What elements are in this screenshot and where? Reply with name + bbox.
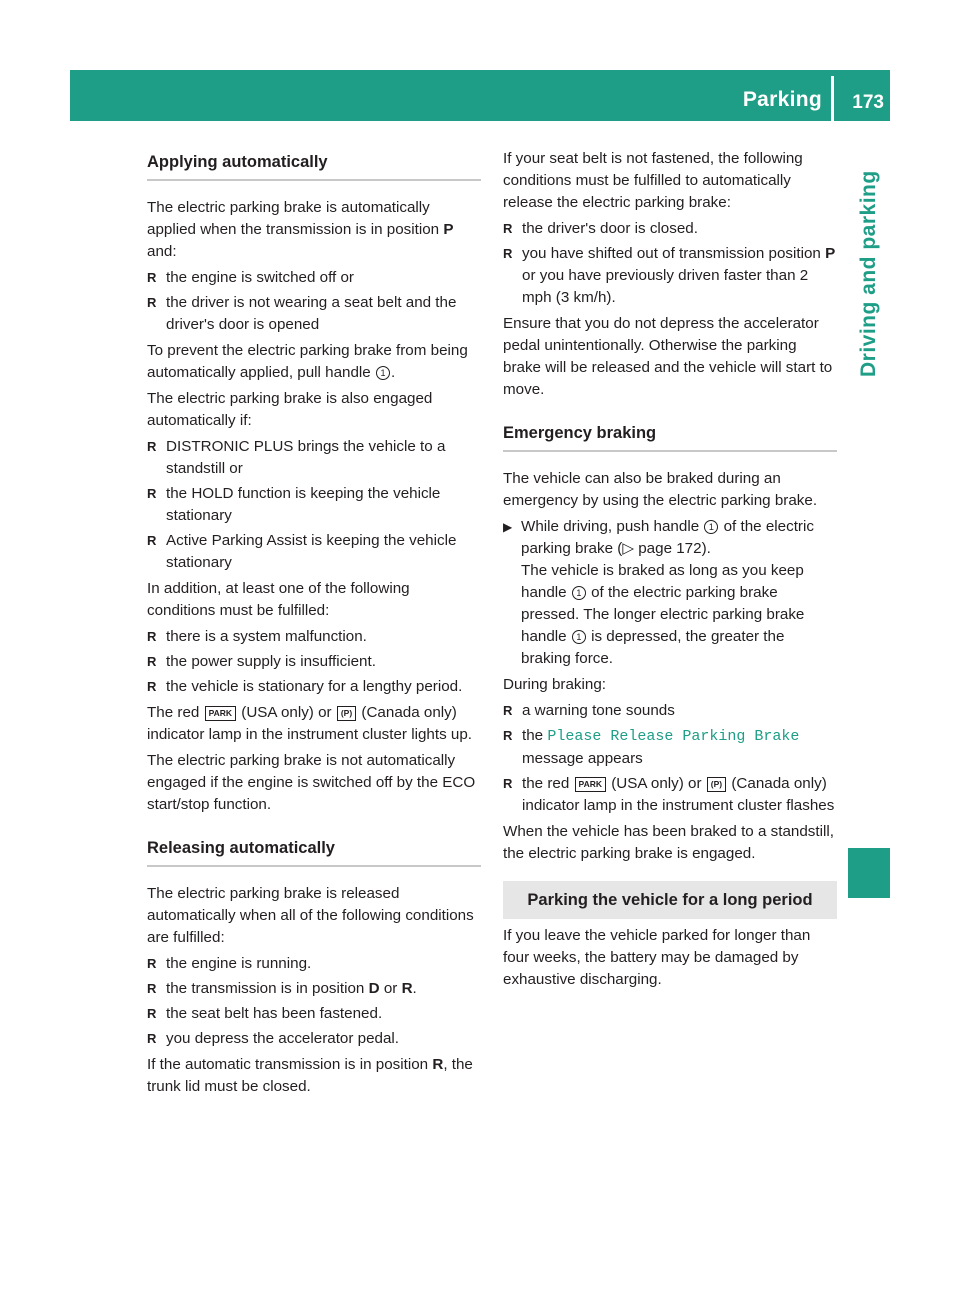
list-item: R the power supply is insufficient. (147, 651, 481, 673)
paragraph: If your seat belt is not fastened, the following conditions must be fulfilled to automatically release the electric parking brake: (503, 150, 803, 211)
paragraph: The electric parking brake is released automatically when all of the following conditions are fulfilled: (147, 885, 474, 946)
text: or (383, 980, 398, 997)
bullet-list (503, 218, 837, 309)
list-item: R the engine is running. (147, 953, 481, 975)
page-number: 173 (852, 92, 884, 113)
text: you have shifted out of transmission position (522, 245, 821, 262)
paragraph (147, 340, 481, 384)
park-lamp-icon: PARK (205, 706, 236, 721)
bullet-list (147, 267, 481, 336)
section-title: Parking (742, 88, 822, 111)
gear-position: R (432, 1056, 444, 1073)
bullet-list (147, 436, 481, 574)
text: or you have previously driven faster than 2 mph (3 km/h). (522, 267, 809, 306)
text: the transmission is in position (166, 980, 365, 997)
display-message: Please Release Parking Brake (547, 728, 800, 745)
paragraph (147, 197, 481, 263)
list-item (503, 725, 837, 770)
text: of the electric parking brake ( (521, 518, 814, 557)
list-item (147, 978, 481, 1000)
heading-long-period-parking: Parking the vehicle for a long period (503, 881, 837, 919)
list-item: R there is a system malfunction. (147, 626, 481, 648)
heading-emergency-braking: Emergency braking (503, 419, 837, 452)
handle-1-icon: 1 (704, 520, 718, 534)
list-item: R the seat belt has been fastened. (147, 1003, 481, 1025)
gear-position: P (443, 221, 454, 238)
paragraph: Ensure that you do not depress the accelerator pedal unintentionally. Otherwise the parking brake will be released and the vehicle will start to move. (503, 315, 833, 398)
paragraph: During braking: (503, 676, 606, 693)
paragraph: The electric parking brake is not automatically engaged if the engine is switched off by the ECO start/stop function. (147, 752, 476, 813)
list-item: R the engine is switched off or (147, 267, 481, 289)
text: The vehicle is braked as long as you keep handle (521, 562, 804, 601)
text: the (522, 727, 544, 744)
paragraph: When the vehicle has been braked to a standstill, the electric parking brake is engaged. (503, 823, 834, 862)
paragraph: The electric parking brake is also engaged automatically if: (147, 390, 433, 429)
list-item (503, 773, 837, 817)
chapter-tab-marker (848, 848, 890, 898)
instruction-step (503, 516, 837, 670)
right-column (503, 148, 837, 995)
canada-lamp-icon: (P) (707, 777, 726, 792)
list-item: R Active Parking Assist is keeping the vehicle stationary (147, 530, 481, 574)
chapter-tab: Driving and parking (857, 170, 880, 377)
text: While driving, push handle (521, 518, 700, 535)
bullet-list (503, 700, 837, 817)
list-item: R the vehicle is stationary for a lengthy period. (147, 676, 481, 698)
text: of the electric parking brake pressed. The longer electric parking brake handle (521, 584, 805, 645)
page-reference-link[interactable]: page 172 (638, 540, 702, 557)
list-item: R you depress the accelerator pedal. (147, 1028, 481, 1050)
left-column (147, 148, 481, 1102)
bullet-list (147, 626, 481, 698)
heading-applying-automatically: Applying automatically (147, 148, 481, 181)
canada-lamp-icon: (P) (337, 706, 356, 721)
step-arrow-icon: ▶ (503, 520, 513, 534)
text: (USA only) or (611, 775, 702, 792)
text: The electric parking brake is automatically applied when the transmission is in position (147, 199, 440, 238)
bullet-list (147, 953, 481, 1050)
paragraph: The vehicle can also be braked during an emergency by using the electric parking brake. (503, 470, 818, 509)
header-divider (831, 76, 834, 121)
handle-1-icon: 1 (572, 586, 586, 600)
paragraph: In addition, at least one of the following conditions must be fulfilled: (147, 580, 410, 619)
paragraph (147, 1054, 481, 1098)
text: (Canada only) indicator lamp in the instrument cluster flashes (522, 775, 835, 814)
text: ). (701, 540, 711, 557)
page-ref-arrow-icon: ▷ (622, 540, 634, 557)
gear-position: R (401, 980, 413, 997)
text: . (412, 980, 417, 997)
park-lamp-icon: PARK (575, 777, 606, 792)
text: the red (522, 775, 570, 792)
handle-1-icon: 1 (572, 630, 586, 644)
text: is depressed, the greater the braking force. (521, 628, 785, 667)
gear-position: P (825, 245, 836, 262)
list-item (503, 243, 837, 309)
handle-1-icon: 1 (376, 366, 390, 380)
paragraph (147, 702, 481, 746)
text: (USA only) or (241, 704, 332, 721)
text: To prevent the electric parking brake from being automatically applied, pull handle (147, 342, 468, 381)
header-bar (70, 70, 890, 121)
list-item: R the driver is not wearing a seat belt and the driver's door is opened (147, 292, 481, 336)
list-item: R DISTRONIC PLUS brings the vehicle to a standstill or (147, 436, 481, 480)
text: , the trunk lid must be closed. (147, 1056, 473, 1095)
text: If the automatic transmission is in position (147, 1056, 429, 1073)
text: and: (147, 243, 177, 260)
gear-position: D (368, 980, 380, 997)
text: The red (147, 704, 200, 721)
list-item: R a warning tone sounds (503, 700, 837, 722)
text: message appears (522, 750, 643, 767)
list-item: R the HOLD function is keeping the vehicle stationary (147, 483, 481, 527)
list-item: R the driver's door is closed. (503, 218, 837, 240)
text: (Canada only) indicator lamp in the instrument cluster lights up. (147, 704, 472, 743)
text: . (390, 364, 396, 381)
heading-releasing-automatically: Releasing automatically (147, 834, 481, 867)
paragraph: If you leave the vehicle parked for longer than four weeks, the battery may be damaged by exhaustive discharging. (503, 927, 811, 988)
